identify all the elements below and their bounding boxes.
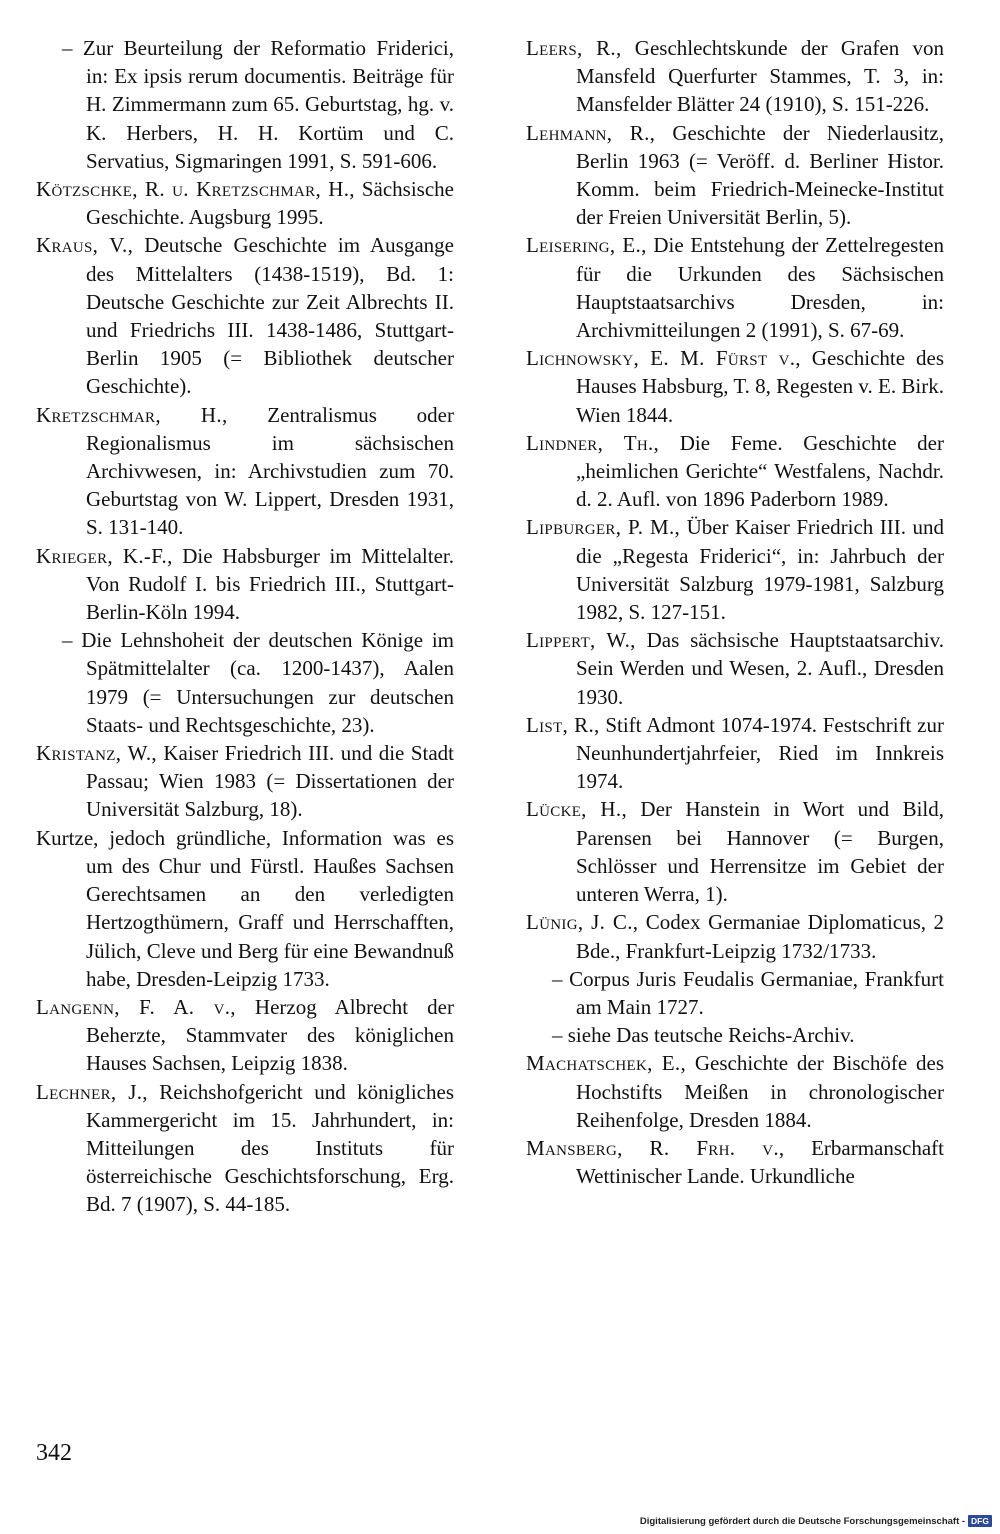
entry-text: Erbarmanschaft Wettinischer Lande. Urkundliche (576, 1135, 945, 1189)
entry-text: Der Hanstein in Wort und Bild, Parensen bei Hannover (= Burgen, Schlösser und Herrensitze im Gebiet der unteren Werra, 1). (576, 797, 944, 907)
entry-text: Geschichte der Bischöfe des Hochstifts Meißen in chronologischer Reihenfolge, Dresden 1884. (576, 1051, 944, 1132)
entry-author: Leers, R., (526, 36, 622, 60)
bibliography-entry (36, 231, 454, 400)
entry-text: Stift Admont 1074-1974. Festschrift zur Neunhundertjahrfeier, Ried im Innkreis 1974. (576, 712, 944, 794)
entry-text: Deutsche Geschichte im Ausgange des Mittelalters (1438-1519), Bd. 1: Deutsche Geschichte zur Zeit Albrechts II. und Friedrichs III. 1438-1486, Stuttgart-Berlin 1905 (= Bibliothek deutscher Geschichte). (86, 233, 454, 399)
bibliography-left-column (36, 34, 454, 1219)
digitization-footer (640, 1515, 992, 1527)
entry-text: Geschichte der Niederlausitz, Berlin 1963 (= Veröff. d. Berliner Histor. Komm. beim Friedrich-Meinecke-Institut der Freien Universität Berlin, 5). (576, 120, 944, 230)
bibliography-entry (526, 119, 944, 232)
entry-author: Leisering, E., (526, 233, 647, 258)
entry-text: Reichshofgericht und königliches Kammergericht im 15. Jahrhundert, in: Mitteilungen des Instituts für österreichische Geschichtsforschung, Erg. Bd. 7 (1907), S. 44-185. (86, 1079, 454, 1217)
bibliography-entry (526, 231, 944, 344)
bibliography-entry (36, 739, 454, 824)
dfg-logo: DFG (968, 1515, 992, 1527)
bibliography-entry (36, 542, 454, 627)
bibliography-entry (526, 1134, 944, 1190)
entry-text: Das sächsische Hauptstaatsarchiv. Sein Werden und Wesen, 2. Aufl., Dresden 1930. (576, 628, 944, 709)
bibliography-entry (526, 1021, 944, 1049)
entry-text: Die Feme. Geschichte der „heimlichen Gerichte“ Westfalens, Nachdr. d. 2. Aufl. von 1896 Paderborn 1989. (576, 430, 944, 512)
entry-author: Lichnowsky, E. M. Fürst v., (526, 346, 801, 371)
entry-author: Lünig, J. C., (526, 910, 639, 935)
bibliography-entry (526, 711, 944, 796)
bibliography-entry (526, 965, 944, 1021)
entry-author: Lechner, J., (36, 1079, 148, 1104)
entry-text: Über Kaiser Friedrich III. und die „Regesta Friderici“, in: Jahrbuch der Universität Salzburg 1979-1981, Salzburg 1982, S. 127-151. (576, 515, 944, 625)
bibliography-entry (526, 34, 944, 119)
page-number: 342 (36, 1440, 72, 1466)
entry-text: Die Habsburger im Mittelalter. Von Rudolf I. bis Friedrich III., Stuttgart-Berlin-Köln 1994. (86, 543, 454, 625)
entry-author: List, R., (526, 712, 600, 737)
entry-text: Kurtze, jedoch gründliche, Information was es um des Chur und Fürstl. Haußes Sachsen Gerechtsamen an den verledigten Hertzogthümern, Graff und Herrschafften, Jülich, Cleve und Berg für eine Bewandnuß habe, Dresden-Leipzig 1733. (36, 825, 454, 991)
entry-text: Die Entstehung der Zettelregesten für die Urkunden des Sächsischen Hauptstaatsarchivs Dresden, in: Archivmitteilungen 2 (1991), S. 67-69. (576, 233, 945, 343)
entry-text: – Zur Beurteilung der Reformatio Friderici, in: Ex ipsis rerum documentis. Beiträge für H. Zimmermann zum 65. Geburtstag, hg. v. K. Herbers, H. H. Kortüm und C. Servatius, Sigmaringen 1991, S. 591-606. (62, 36, 454, 173)
entry-text: Sächsische Geschichte. Augsburg 1995. (86, 177, 454, 230)
entry-text: Geschichte des Hauses Habsburg, T. 8, Regesten v. E. Birk. Wien 1844. (576, 346, 944, 427)
entry-text: – siehe Das teutsche Reichs-Archiv. (552, 1023, 855, 1048)
bibliography-entry (526, 626, 944, 711)
bibliography-entry (36, 175, 454, 231)
bibliography-entry (36, 1078, 454, 1219)
entry-text: – Die Lehnshoheit der deutschen Könige im Spätmittelalter (ca. 1200-1437), Aalen 1979 (= Untersuchungen zur deutschen Staats- und Rechtsgeschichte, 23). (62, 628, 454, 737)
entry-text: Geschlechtskunde der Grafen von Mansfeld Querfurter Stammes, T. 3, in: Mansfelder Blätter 24 (1910), S. 151-226. (576, 36, 944, 117)
bibliography-right-column (526, 34, 944, 1190)
entry-author: Mansberg, R. Frh. v., (526, 1135, 785, 1160)
footer-credit-text: Digitalisierung gefördert durch die Deutsche Forschungsgemeinschaft - (639, 1515, 966, 1527)
bibliography-entry (526, 429, 944, 514)
entry-author: Langenn, F. A. v., (36, 994, 236, 1019)
bibliography-entry (36, 993, 454, 1078)
bibliography-entry (36, 401, 454, 542)
entry-author: Machatschek, E., (526, 1051, 687, 1076)
entry-text: Herzog Albrecht der Beherzte, Stammvater des königlichen Hauses Sachsen, Leipzig 1838. (86, 994, 454, 1076)
entry-text: Zentralismus oder Regionalismus im sächsischen Archivwesen, in: Archivstudien zum 70. Geburtstag von W. Lippert, Dresden 1931, S. 131-140. (86, 402, 454, 540)
entry-author: Lücke, H., (526, 797, 627, 822)
entry-author: Krieger, K.-F., (36, 543, 173, 568)
bibliography-entry (526, 344, 944, 429)
entry-author: Lippert, W., (526, 628, 636, 653)
entry-author: Kraus, V., (36, 233, 134, 258)
entry-author: Lehmann, R., (526, 120, 656, 145)
bibliography-entry (36, 34, 454, 175)
entry-author: Kötzschke, R. u. Kretzschmar, H., (36, 177, 355, 202)
bibliography-entry (526, 908, 944, 964)
entry-author: Lipburger, P. M., (526, 515, 681, 540)
bibliography-entry (526, 513, 944, 626)
entry-author: Kretzschmar, H., (36, 402, 228, 427)
bibliography-entry (36, 626, 454, 739)
entry-text: Codex Germaniae Diplomaticus, 2 Bde., Frankfurt-Leipzig 1732/1733. (576, 910, 945, 963)
entry-text: – Corpus Juris Feudalis Germaniae, Frankfurt am Main 1727. (552, 966, 944, 1019)
entry-author: Kristanz, W., (36, 741, 157, 766)
bibliography-entry (36, 824, 454, 993)
entry-text: Kaiser Friedrich III. und die Stadt Passau; Wien 1983 (= Dissertationen der Universität Salzburg, 18). (86, 741, 454, 822)
bibliography-entry (526, 1049, 944, 1134)
bibliography-entry (526, 795, 944, 908)
entry-author: Lindner, Th., (526, 430, 660, 455)
